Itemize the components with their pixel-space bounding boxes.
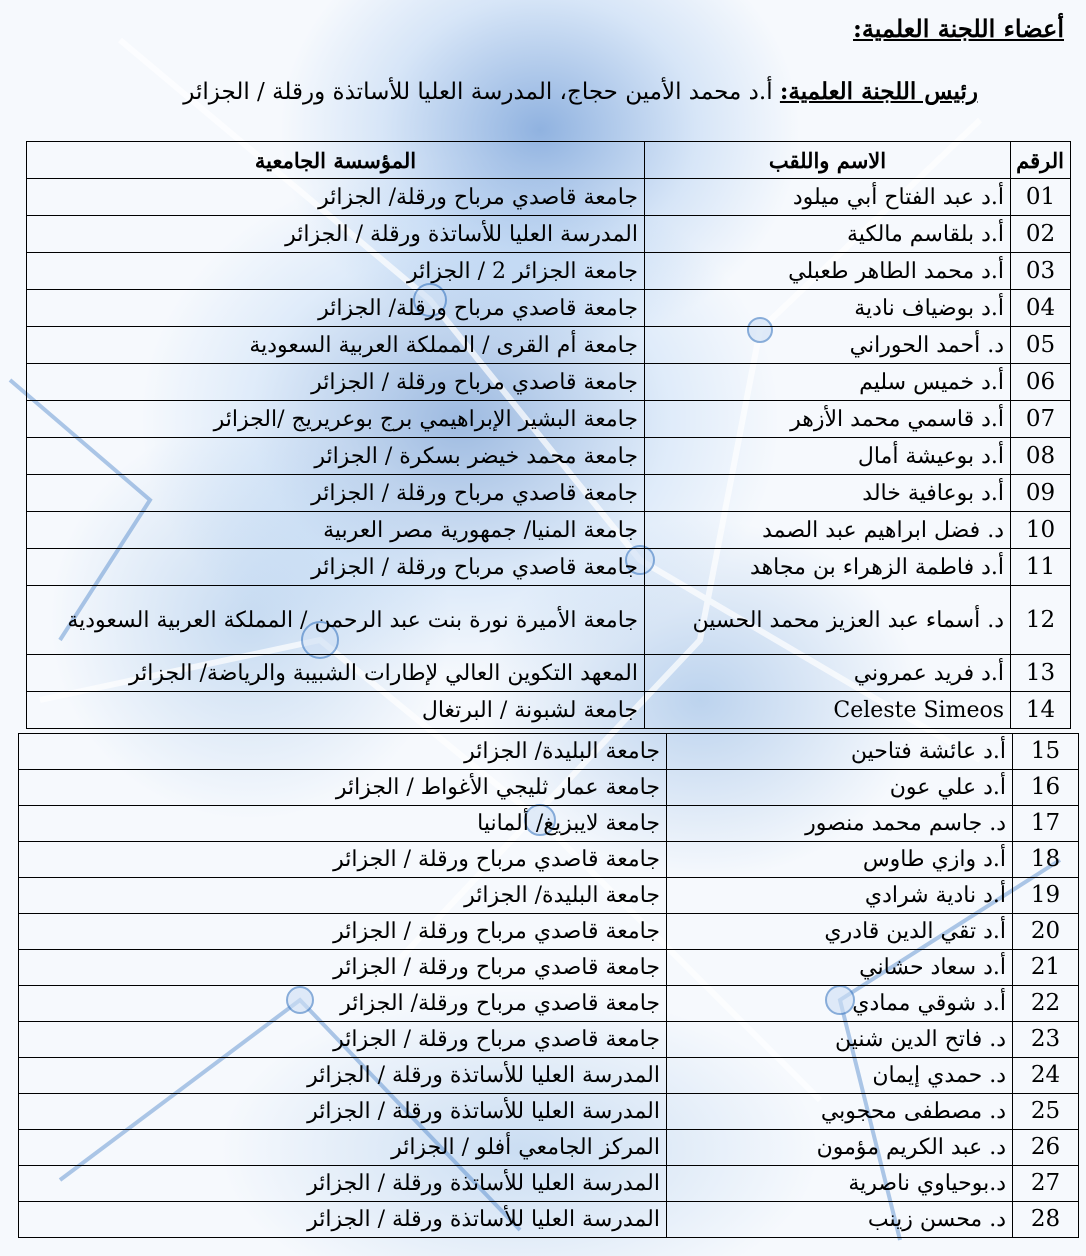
table-row (19, 1166, 1079, 1202)
row-name: أ.د سعاد حشاني (667, 950, 1013, 986)
table-row (27, 327, 1071, 364)
table-row (19, 1058, 1079, 1094)
president-value: أ.د محمد الأمين حجاج، المدرسة العليا للأساتذة ورقلة / الجزائر (183, 79, 780, 105)
table-row (19, 806, 1079, 842)
table-row (27, 364, 1071, 401)
row-name: أ.د فاطمة الزهراء بن مجاهد (645, 549, 1011, 586)
row-institution: جامعة قاصدي مرباح ورقلة/ الجزائر (19, 986, 667, 1022)
header-num: الرقم (1011, 142, 1071, 179)
row-institution: المدرسة العليا للأساتذة ورقلة / الجزائر (19, 1202, 667, 1238)
row-name: أ.د وازي طاوس (667, 842, 1013, 878)
table-row (19, 734, 1079, 770)
row-name: د. فضل ابراهيم عبد الصمد (645, 512, 1011, 549)
table-header-row (27, 142, 1071, 179)
row-name: أ.د بوضياف نادية (645, 290, 1011, 327)
table-row (19, 1130, 1079, 1166)
row-name: أ.د تقي الدين قادري (667, 914, 1013, 950)
row-institution: جامعة قاصدي مرباح ورقلة / الجزائر (19, 1022, 667, 1058)
row-institution: جامعة قاصدي مرباح ورقلة / الجزائر (19, 914, 667, 950)
row-num: 23 (1013, 1022, 1079, 1058)
table-row (19, 1094, 1079, 1130)
row-num: 28 (1013, 1202, 1079, 1238)
row-num: 21 (1013, 950, 1079, 986)
row-num: 22 (1013, 986, 1079, 1022)
row-institution: جامعة محمد خيضر بسكرة / الجزائر (27, 438, 645, 475)
table-row (27, 586, 1071, 655)
row-num: 13 (1011, 655, 1071, 692)
header-inst: المؤسسة الجامعية (27, 142, 645, 179)
page-heading: أعضاء اللجنة العلمية: (853, 14, 1064, 43)
row-name: د.بوحياوي ناصرية (667, 1166, 1013, 1202)
committee-president (183, 78, 978, 105)
row-institution: جامعة قاصدي مرباح ورقلة/ الجزائر (27, 290, 645, 327)
row-institution: جامعة قاصدي مرباح ورقلة / الجزائر (27, 364, 645, 401)
table-row (27, 179, 1071, 216)
row-name: أ.د علي عون (667, 770, 1013, 806)
row-num: 24 (1013, 1058, 1079, 1094)
table-row (27, 549, 1071, 586)
committee-table-part1 (26, 141, 1071, 729)
row-name: أ.د فريد عمروني (645, 655, 1011, 692)
row-institution: جامعة المنيا/ جمهورية مصر العربية (27, 512, 645, 549)
row-name: د. فاتح الدين شنين (667, 1022, 1013, 1058)
row-name: أ.د قاسمي محمد الأزهر (645, 401, 1011, 438)
table-row (27, 475, 1071, 512)
table-row (19, 914, 1079, 950)
row-num: 10 (1011, 512, 1071, 549)
row-num: 25 (1013, 1094, 1079, 1130)
row-name: أ.د بوعافية خالد (645, 475, 1011, 512)
row-institution: جامعة البليدة/ الجزائر (19, 734, 667, 770)
row-name: أ.د عبد الفتاح أبي ميلود (645, 179, 1011, 216)
header-name: الاسم واللقب (645, 142, 1011, 179)
table-row (27, 216, 1071, 253)
row-num: 09 (1011, 475, 1071, 512)
row-num: 06 (1011, 364, 1071, 401)
row-institution: جامعة البليدة/ الجزائر (19, 878, 667, 914)
row-num: 12 (1011, 586, 1071, 655)
row-institution: المعهد التكوين العالي لإطارات الشبيبة والرياضة/ الجزائر (27, 655, 645, 692)
row-num: 27 (1013, 1166, 1079, 1202)
row-institution: جامعة قاصدي مرباح ورقلة / الجزائر (27, 549, 645, 586)
row-num: 16 (1013, 770, 1079, 806)
row-num: 14 (1011, 692, 1071, 729)
table-row (27, 253, 1071, 290)
table-row (27, 438, 1071, 475)
table-row (19, 950, 1079, 986)
row-num: 07 (1011, 401, 1071, 438)
row-name: د. عبد الكريم مؤمون (667, 1130, 1013, 1166)
table-row (19, 986, 1079, 1022)
committee-table-part2 (18, 733, 1079, 1238)
row-name: أ.د بلقاسم مالكية (645, 216, 1011, 253)
row-num: 04 (1011, 290, 1071, 327)
row-num: 11 (1011, 549, 1071, 586)
row-num: 20 (1013, 914, 1079, 950)
row-institution: جامعة لايبزيغ/ ألمانيا (19, 806, 667, 842)
row-institution: جامعة الأميرة نورة بنت عبد الرحمن / المملكة العربية السعودية (27, 586, 645, 655)
row-num: 26 (1013, 1130, 1079, 1166)
row-institution: جامعة الجزائر 2 / الجزائر (27, 253, 645, 290)
row-institution: جامعة قاصدي مرباح ورقلة / الجزائر (19, 950, 667, 986)
row-institution: المدرسة العليا للأساتذة ورقلة / الجزائر (27, 216, 645, 253)
table-row (27, 692, 1071, 729)
row-institution: جامعة البشير الإبراهيمي برج بوعريريج /الجزائر (27, 401, 645, 438)
row-num: 18 (1013, 842, 1079, 878)
row-num: 15 (1013, 734, 1079, 770)
row-institution: المركز الجامعي أفلو / الجزائر (19, 1130, 667, 1166)
table-row (27, 401, 1071, 438)
president-label: رئيس اللجنة العلمية: (779, 78, 978, 105)
table-row (19, 1202, 1079, 1238)
row-name: أ.د بوعيشة أمال (645, 438, 1011, 475)
row-num: 01 (1011, 179, 1071, 216)
row-institution: جامعة أم القرى / المملكة العربية السعودية (27, 327, 645, 364)
table-row (19, 1022, 1079, 1058)
row-name: أ.د خميس سليم (645, 364, 1011, 401)
table-row (27, 290, 1071, 327)
row-institution: جامعة قاصدي مرباح ورقلة / الجزائر (19, 842, 667, 878)
row-name: د. أحمد الحوراني (645, 327, 1011, 364)
table-row (27, 512, 1071, 549)
table-row (19, 842, 1079, 878)
row-num: 02 (1011, 216, 1071, 253)
table-row (27, 655, 1071, 692)
row-institution: جامعة قاصدي مرباح ورقلة/ الجزائر (27, 179, 645, 216)
row-name: د. جاسم محمد منصور (667, 806, 1013, 842)
row-name: أ.د شوقي ممادي (667, 986, 1013, 1022)
row-name: د. مصطفى محجوبي (667, 1094, 1013, 1130)
row-institution: المدرسة العليا للأساتذة ورقلة / الجزائر (19, 1094, 667, 1130)
row-institution: المدرسة العليا للأساتذة ورقلة / الجزائر (19, 1058, 667, 1094)
row-num: 17 (1013, 806, 1079, 842)
row-num: 19 (1013, 878, 1079, 914)
table-row (19, 878, 1079, 914)
row-name: د. حمدي إيمان (667, 1058, 1013, 1094)
row-institution: جامعة قاصدي مرباح ورقلة / الجزائر (27, 475, 645, 512)
table-row (19, 770, 1079, 806)
row-name: د. محسن زينب (667, 1202, 1013, 1238)
row-name: أ.د نادية شرادي (667, 878, 1013, 914)
row-name: أ.د محمد الطاهر طعبلي (645, 253, 1011, 290)
row-name: أ.د عائشة فتاحين (667, 734, 1013, 770)
row-institution: جامعة عمار ثليجي الأغواط / الجزائر (19, 770, 667, 806)
row-institution: المدرسة العليا للأساتذة ورقلة / الجزائر (19, 1166, 667, 1202)
row-institution: جامعة لشبونة / البرتغال (27, 692, 645, 729)
row-num: 08 (1011, 438, 1071, 475)
row-name: Celeste Simeos (645, 692, 1011, 729)
row-num: 03 (1011, 253, 1071, 290)
row-num: 05 (1011, 327, 1071, 364)
row-name: د. أسماء عبد العزيز محمد الحسين (645, 586, 1011, 655)
